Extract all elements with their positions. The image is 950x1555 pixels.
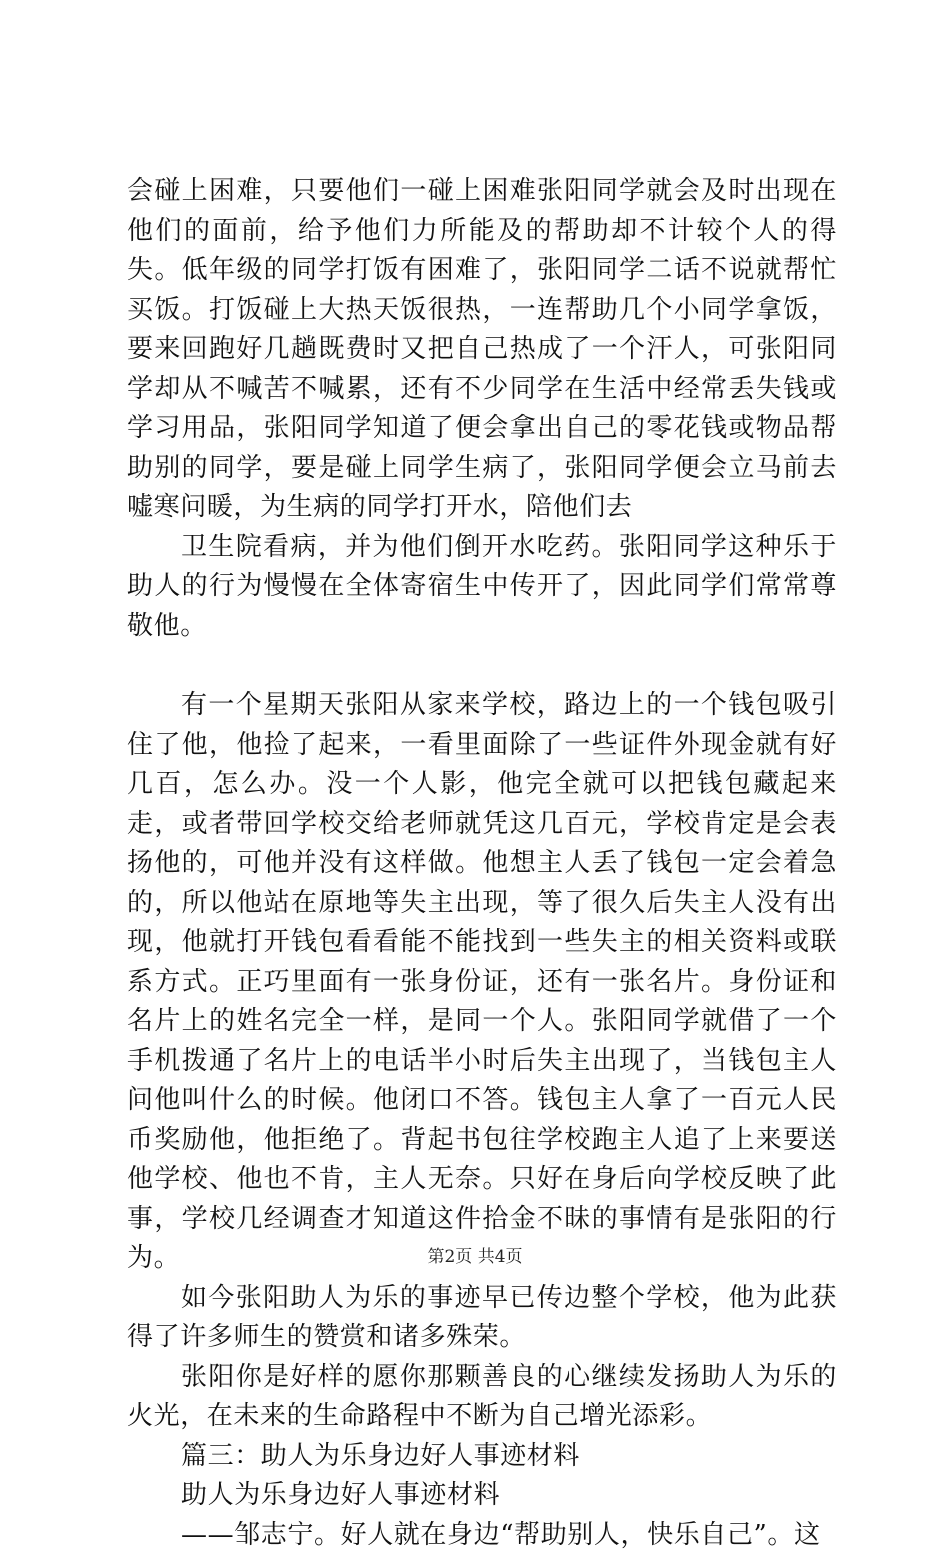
- paragraph-continued: 会碰上困难，只要他们一碰上困难张阳同学就会及时出现在他们的面前，给予他们力所能及的帮助却不计较个人的得失。低年级的同学打饭有困难了，张阳同学二话不说就帮忙买饭。打饭碰上大热天饭很热，一连帮助几个小同学拿饭，要来回跑好几趟既费时又把自己热成了一个汗人，可张阳同学却从不喊苦不喊累，还有不少同学在生活中经常丢失钱或学习用品，张阳同学知道了便会拿出自己的零花钱或物品帮助别的同学，要是碰上同学生病了，张阳同学便会立马前去嘘寒问暖，为生病的同学打开水，陪他们去: [127, 172, 837, 528]
- paragraph-honors: 如今张阳助人为乐的事迹早已传边整个学校，他为此获得了许多师生的赞赏和诸多殊荣。: [127, 1279, 837, 1358]
- paragraph-subject-intro: ——邹志宁。好人就在身边“帮助别人，快乐自己”。这: [127, 1516, 837, 1555]
- page-number-footer: 第2页 共4页: [0, 1246, 950, 1268]
- paragraph-gap: [127, 646, 837, 686]
- paragraph-found-wallet: 有一个星期天张阳从家来学校，路边上的一个钱包吸引住了他，他捡了起来，一看里面除了一些证件外现金就有好几百，怎么办。没一个人影，他完全就可以把钱包藏起来走，或者带回学校交给老师就凭这几百元，学校肯定是会表扬他的，可他并没有这样做。他想主人丢了钱包一定会着急的，所以他站在原地等失主出现，等了很久后失主人没有出现，他就打开钱包看看能不能找到一些失主的相关资料或联系方式。正巧里面有一张身份证，还有一张名片。身份证和名片上的姓名完全一样，是同一个人。张阳同学就借了一个手机拨通了名片上的电话半小时后失主出现了，当钱包主人问他叫什么的时候。他闭口不答。钱包主人拿了一百元人民币奖励他，他拒绝了。背起书包往学校跑主人追了上来要送他学校、他也不肯，主人无奈。只好在身后向学校反映了此事，学校几经调查才知道这件拾金不昧的事情有是张阳的行为。: [127, 686, 837, 1279]
- section-title: 助人为乐身边好人事迹材料: [127, 1476, 837, 1516]
- section-heading: 篇三：助人为乐身边好人事迹材料: [127, 1437, 837, 1477]
- document-body: [127, 172, 837, 1555]
- paragraph-encouragement: 张阳你是好样的愿你那颗善良的心继续发扬助人为乐的火光，在未来的生命路程中不断为自己增光添彩。: [127, 1358, 837, 1437]
- paragraph-clinic-visit: 卫生院看病，并为他们倒开水吃药。张阳同学这种乐于助人的行为慢慢在全体寄宿生中传开了，因此同学们常常尊敬他。: [127, 528, 837, 647]
